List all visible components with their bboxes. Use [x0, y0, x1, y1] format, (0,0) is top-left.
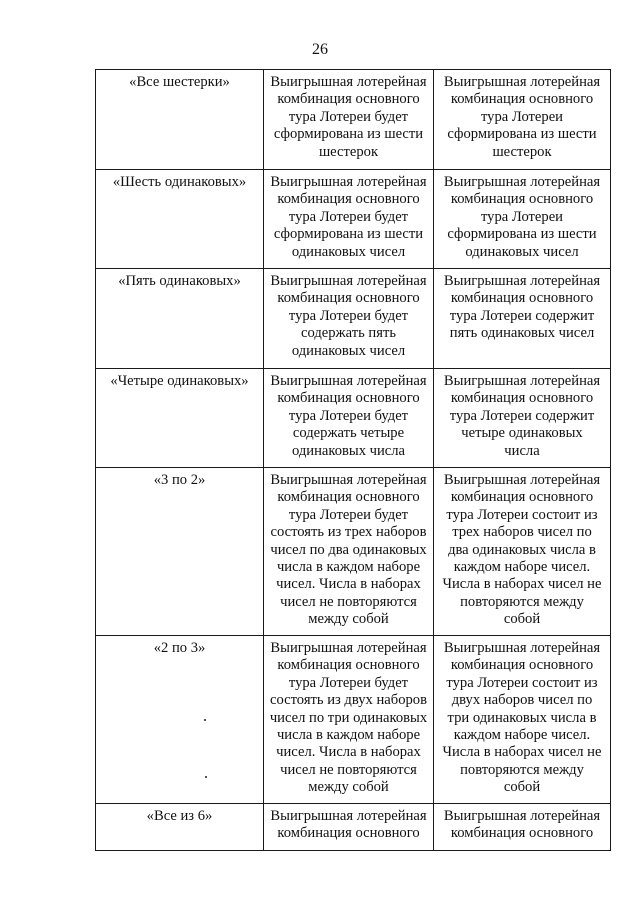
combination-name-cell: «Все из 6»	[96, 804, 264, 851]
condition-cell: Выигрышная лотерейная комбинация основного тура Лотереи будет состоять из двух наборов чисел по три одинаковых числа в каждом наборе чисел. Числа в наборах чисел не повторяются между собой	[264, 636, 434, 804]
condition-cell: Выигрышная лотерейная комбинация основного тура Лотереи будет сформирована из шести одинаковых чисел	[264, 170, 434, 269]
combination-name-cell: «3 по 2»	[96, 468, 264, 636]
combination-name-cell: «Пять одинаковых»	[96, 269, 264, 369]
condition-cell: Выигрышная лотерейная комбинация основного тура Лотереи будет состоять из трех наборов чисел по два одинаковых числа в каждом наборе чисел. Числа в наборах чисел не повторяются между собой	[264, 468, 434, 636]
table-row	[96, 170, 611, 269]
condition-cell: Выигрышная лотерейная комбинация основного тура Лотереи содержит четыре одинаковых числа	[434, 369, 611, 468]
page-number: 26	[312, 41, 328, 58]
table-row	[96, 269, 611, 369]
combination-name-cell: «Четыре одинаковых»	[96, 369, 264, 468]
scan-speck	[204, 719, 206, 721]
condition-cell: Выигрышная лотерейная комбинация основного тура Лотереи состоит из трех наборов чисел по два одинаковых числа в каждом наборе чисел. Числа в наборах чисел не повторяются между собой	[434, 468, 611, 636]
lottery-combinations-table	[95, 69, 611, 851]
condition-cell: Выигрышная лотерейная комбинация основного тура Лотереи сформирована из шести одинаковых чисел	[434, 170, 611, 269]
condition-cell: Выигрышная лотерейная комбинация основного тура Лотереи будет сформирована из шести шестерок	[264, 70, 434, 170]
table-row	[96, 369, 611, 468]
condition-cell: Выигрышная лотерейная комбинация основного тура Лотереи будет содержать пять одинаковых чисел	[264, 269, 434, 369]
combination-name-cell: «2 по 3»	[96, 636, 264, 804]
table-row	[96, 804, 611, 851]
table-row	[96, 636, 611, 804]
condition-cell: Выигрышная лотерейная комбинация основного тура Лотереи состоит из двух наборов чисел по три одинаковых числа в каждом наборе чисел. Числа в наборах чисел не повторяются между собой	[434, 636, 611, 804]
condition-cell: Выигрышная лотерейная комбинация основного тура Лотереи содержит пять одинаковых чисел	[434, 269, 611, 369]
condition-cell: Выигрышная лотерейная комбинация основного тура Лотереи сформирована из шести шестерок	[434, 70, 611, 170]
table-row	[96, 468, 611, 636]
scan-speck	[205, 776, 207, 778]
table-row	[96, 70, 611, 170]
combination-name-cell: «Все шестерки»	[96, 70, 264, 170]
condition-cell: Выигрышная лотерейная комбинация основного	[434, 804, 611, 851]
condition-cell: Выигрышная лотерейная комбинация основного тура Лотереи будет содержать четыре одинаковых числа	[264, 369, 434, 468]
combination-name-cell: «Шесть одинаковых»	[96, 170, 264, 269]
condition-cell: Выигрышная лотерейная комбинация основного	[264, 804, 434, 851]
